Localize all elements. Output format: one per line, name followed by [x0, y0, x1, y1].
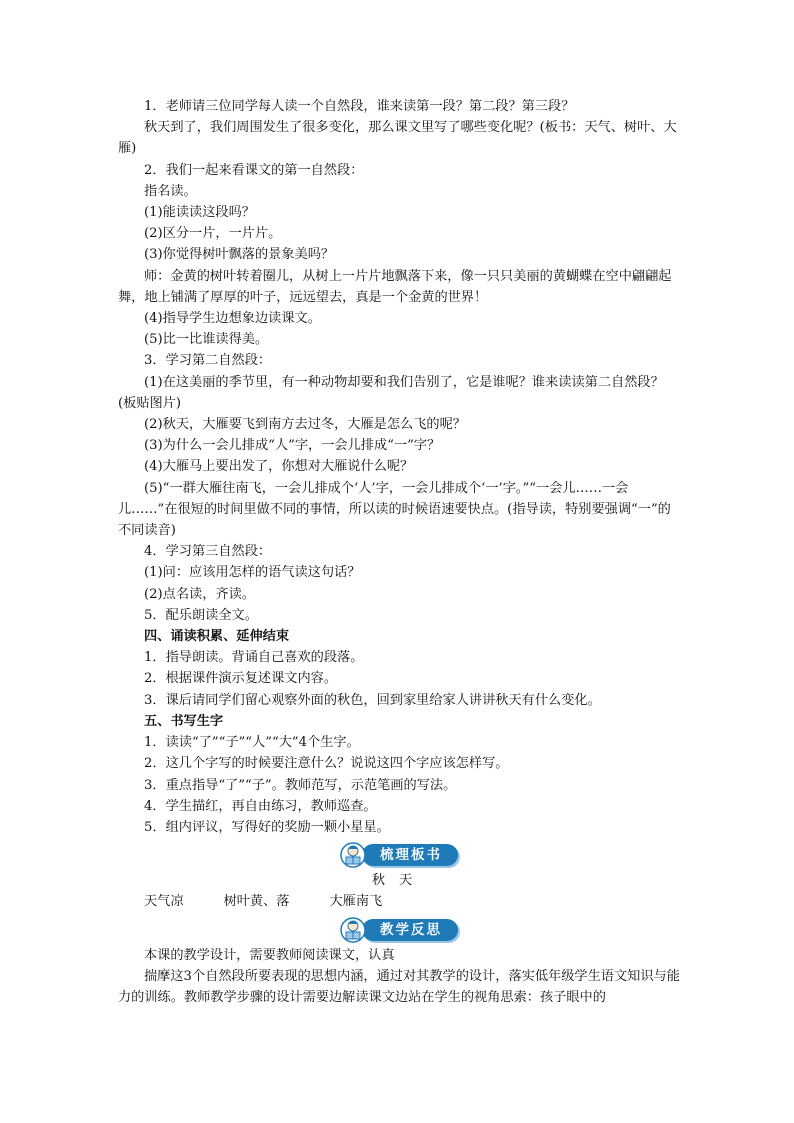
section-heading: 四、诵读积累、延伸结束	[144, 629, 290, 645]
paragraph: (4)指导学生边想象边读课文。	[144, 311, 321, 327]
section-heading: 五、书写生字	[144, 713, 224, 729]
paragraph: 3．课后请同学们留心观察外面的秋色，回到家里给家人讲讲秋天有什么变化。	[144, 692, 601, 708]
paragraph: (1)能读读这段吗？	[144, 205, 255, 221]
child-reading-icon	[340, 917, 368, 943]
board-title: 秋天	[371, 873, 427, 889]
paragraph: (1)在这美丽的季节里，有一种动物却要和我们告别了，它是谁呢？谁来读读第二自然段？(板贴图片)	[118, 374, 664, 411]
paragraph: (5)比一比谁读得美。	[144, 332, 269, 348]
paragraph: 5．组内评议，写得好的奖励一颗小星星。	[144, 819, 390, 835]
paragraph: (5)“一群大雁往南飞，一会儿排成个‘人’字，一会儿排成个‘一’字。”“一会儿……一会儿……”在很短的时间里做不同的事情，所以读的时候语速要快点。(指导读，特别要强调“一”的不同读音)	[118, 480, 671, 539]
paragraph: 1．读读“了”“子”“人”“大”4个生字。	[144, 735, 360, 751]
board-items	[144, 891, 680, 912]
paragraph: 师：金黄的树叶转着圈儿，从树上一片片地飘落下来，像一只只美丽的黄蝴蝶在空中翩翩起舞，地上铺满了厚厚的叶子，远远望去，真是一个金黄的世界！	[118, 268, 672, 305]
board-banner	[118, 842, 680, 868]
paragraph: 3．重点指导“了”“子”。教师范写，示范笔画的写法。	[144, 777, 457, 793]
lesson-document	[118, 96, 680, 1008]
paragraph: (1)问：应该用怎样的语气读这句话？	[144, 565, 361, 581]
paragraph: 2．这几个字写的时候要注意什么？说说这四个字应该怎样写。	[144, 756, 509, 772]
board-item: 天气凉	[144, 894, 184, 910]
board-item: 大雁南飞	[329, 894, 383, 910]
banner-label: 教学反思	[362, 919, 458, 941]
paragraph: (3)为什么一会儿排成“人”字，一会儿排成“一”字？	[144, 438, 441, 454]
paragraph: 揣摩这3个自然段所要表现的思想内涵，通过对其教学的设计，落实低年级学生语文知识与能力的训练。教师教学步骤的设计需要边解读课文边站在学生的视角思索：孩子眼中的	[118, 968, 680, 1005]
paragraph: (4)大雁马上要出发了，你想对大雁说什么呢？	[144, 459, 414, 475]
paragraph: 4．学生描红，再自由练习，教师巡查。	[144, 798, 377, 814]
paragraph: 指名读。	[144, 183, 197, 199]
paragraph: 3．学习第二自然段：	[144, 353, 272, 369]
paragraph: 4．学习第三自然段：	[144, 544, 272, 560]
paragraph: 2．我们一起来看课文的第一自然段：	[144, 162, 364, 178]
paragraph: (3)你觉得树叶飘落的景象美吗？	[144, 247, 335, 263]
paragraph: 本课的教学设计，需要教师阅读课文，认真	[144, 947, 395, 963]
banner-label: 梳理板书	[362, 844, 458, 866]
reflection-banner	[118, 917, 680, 943]
paragraph: (2)点名读，齐读。	[144, 586, 255, 602]
paragraph: 5．配乐朗读全文。	[144, 607, 258, 623]
paragraph: (2)秋天，大雁要飞到南方去过冬，大雁是怎么飞的呢？	[144, 417, 466, 433]
paragraph: (2)区分一片，一片片。	[144, 226, 282, 242]
paragraph: 1．老师请三位同学每人读一个自然段，谁来读第一段？第二段？第三段？	[144, 99, 575, 114]
paragraph: 2．根据课件演示复述课文内容。	[144, 671, 338, 687]
child-reading-icon	[340, 842, 368, 868]
board-item: 树叶黄、落	[223, 894, 290, 910]
paragraph: 秋天到了，我们周围发生了很多变化，那么课文里写了哪些变化呢？(板书：天气、树叶、大雁)	[118, 120, 677, 157]
paragraph: 1．指导朗读。背诵自己喜欢的段落。	[144, 650, 364, 666]
